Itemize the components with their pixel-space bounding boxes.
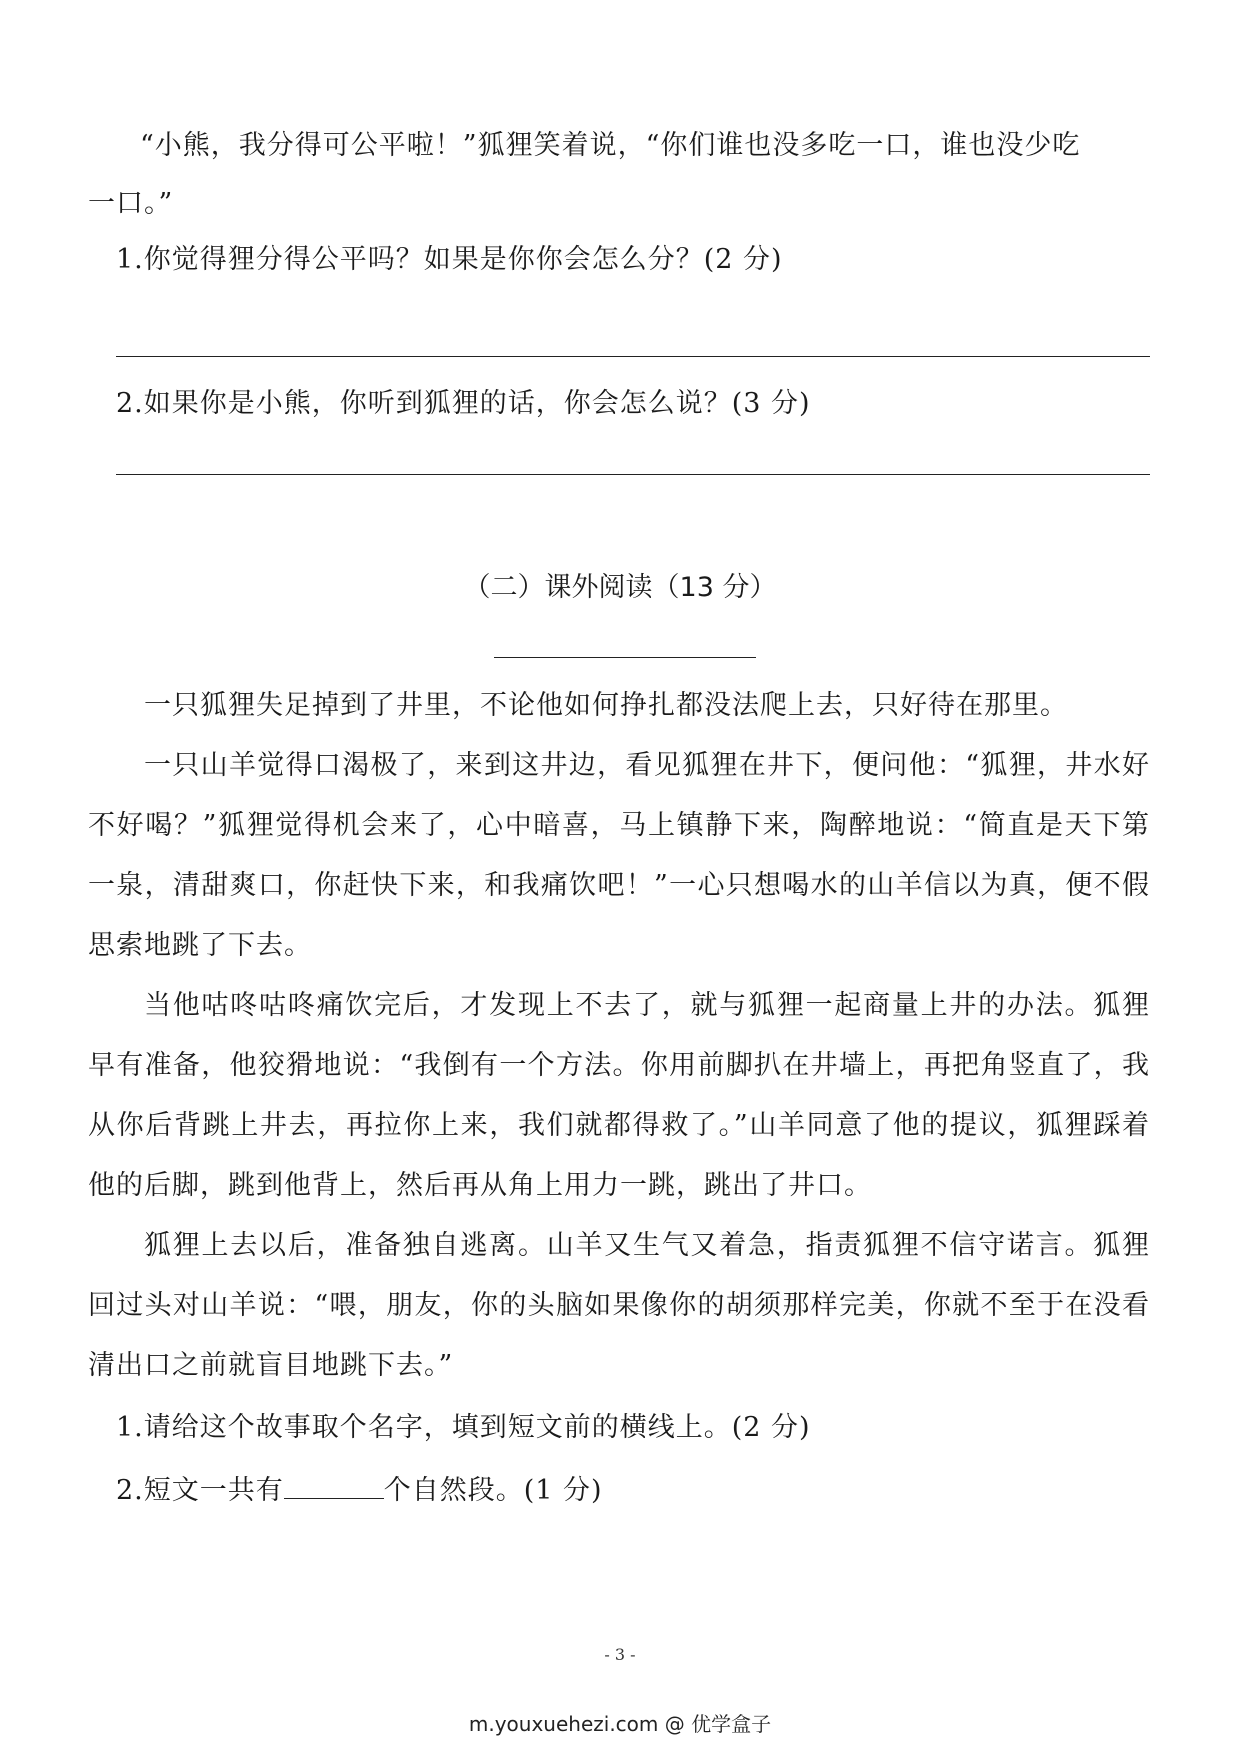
quote-line-2: 一口。”: [88, 188, 174, 219]
question-4-suffix: 个自然段。(1 分): [383, 1475, 603, 1506]
story-paragraph-3: 当他咕咚咕咚痛饮完后，才发现上不去了，就与狐狸一起商量上井的办法。狐狸早有准备，他狡猾地说：“我倒有一个方法。你用前脚扒在井墙上，再把角竖直了，我从你后背跳上井去，再拉你上来，我们就都得救了。”山羊同意了他的提议，狐狸踩着他的后脚，跳到他背上，然后再从角上用力一跳，跳出了井口。: [88, 990, 1150, 1201]
page-number: - 3 -: [604, 1645, 636, 1664]
question-4: [116, 1468, 603, 1511]
question-4-prefix: 2.短文一共有: [116, 1475, 284, 1506]
paragraph-count-blank[interactable]: [284, 1468, 384, 1499]
answer-line-1[interactable]: [116, 356, 1150, 357]
answer-line-2[interactable]: [116, 474, 1150, 475]
story-paragraph-2: 一只山羊觉得口渴极了，来到这井边，看见狐狸在井下，便问他：“狐狸，井水好不好喝？”狐狸觉得机会来了，心中暗喜，马上镇静下来，陶醉地说：“简直是天下第一泉，清甜爽口，你赶快下来，和我痛饮吧！”一心只想喝水的山羊信以为真，便不假思索地跳了下去。: [88, 750, 1150, 961]
story-paragraph-1: 一只狐狸失足掉到了井里，不论他如何挣扎都没法爬上去，只好待在那里。: [144, 690, 1068, 721]
question-2: 2.如果你是小熊，你听到狐狸的话，你会怎么说？(3 分): [116, 388, 811, 419]
story-paragraph-4: 狐狸上去以后，准备独自逃离。山羊又生气又着急，指责狐狸不信守诺言。狐狸回过头对山羊说：“喂，朋友，你的头脑如果像你的胡须那样完美，你就不至于在没看清出口之前就盲目地跳下去。”: [88, 1230, 1150, 1381]
question-3: 1.请给这个故事取个名字，填到短文前的横线上。(2 分): [116, 1412, 811, 1443]
section-title: （二）课外阅读（13 分）: [463, 572, 777, 603]
footer-watermark: m.youxuehezi.com @ 优学盒子: [468, 1712, 772, 1736]
story-title-blank[interactable]: [494, 657, 756, 658]
question-1: 1.你觉得狸分得公平吗？如果是你你会怎么分？(2 分): [116, 244, 783, 275]
quote-line-1: “小熊，我分得可公平啦！”狐狸笑着说，“你们谁也没多吃一口，谁也没少吃: [140, 130, 1081, 161]
